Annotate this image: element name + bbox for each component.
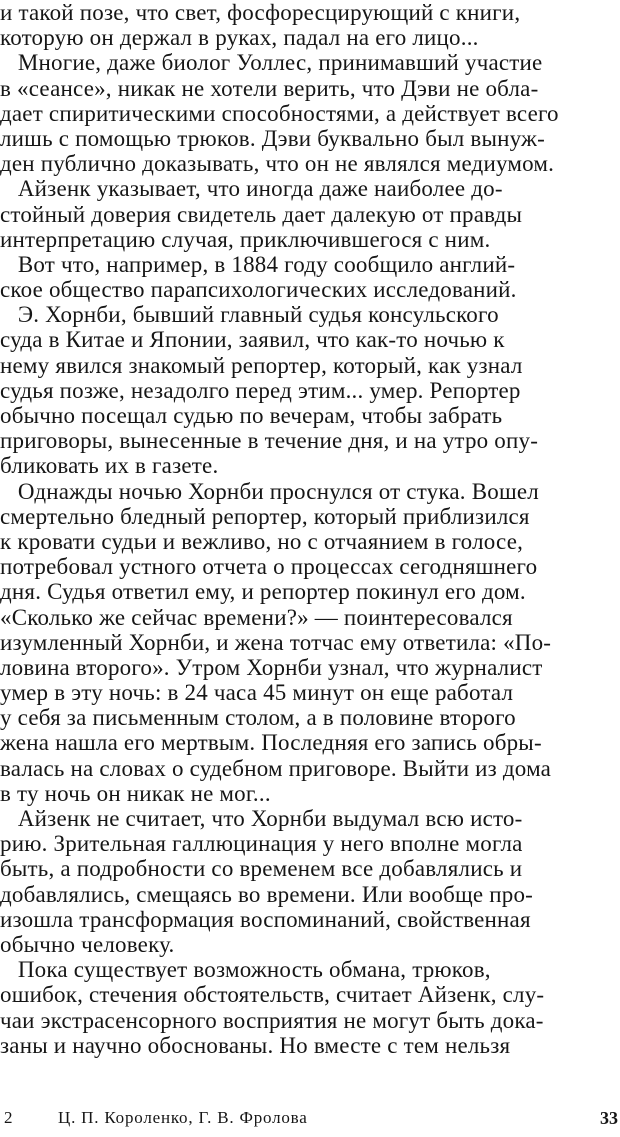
text-line: стойный доверия свидетель дает далекую от правды <box>0 201 523 227</box>
text-line: которую он держал в руках, падал на его лицо... <box>0 25 479 51</box>
text-line: ден публично доказывать, что он не являлся медиумом. <box>0 151 555 177</box>
text-line: в «сеансе», никак не хотели верить, что Дэви не обла- <box>0 75 539 101</box>
text-line: Многие, даже биолог Уоллес, принимавший участие <box>0 50 543 76</box>
text-line: Однажды ночью Хорнби проснулся от стука. Вошел <box>0 478 539 504</box>
text-line: суда в Китае и Японии, заявил, что как-то ночью к <box>0 327 505 353</box>
page-footer <box>0 1104 620 1132</box>
text-line: изошла трансформация воспоминаний, свойственная <box>0 906 531 932</box>
text-line: судья позже, незадолго перед этим... умер. Репортер <box>0 377 521 403</box>
text-line: изумленный Хорнби, и жена тотчас ему ответила: «По- <box>0 629 552 655</box>
signature-mark: 2 <box>4 1108 13 1127</box>
page-number: 33 <box>600 1108 618 1128</box>
text-line: валась на словах о судебном приговоре. Выйти из дома <box>0 755 552 781</box>
text-line: чаи экстрасенсорного восприятия не могут быть дока- <box>0 1007 544 1033</box>
text-line: заны и научно обоснованы. Но вместе с тем нельзя <box>0 1032 511 1058</box>
text-line: в ту ночь он никак не мог... <box>0 780 271 806</box>
text-line: обычно посещал судью по вечерам, чтобы забрать <box>0 403 503 428</box>
text-line: к кровати судьи и вежливо, но с отчаянием в голосе, <box>0 528 524 554</box>
text-line: Вот что, например, в 1884 году сообщило англий- <box>0 251 516 277</box>
text-line: ошибок, стечения обстоятельств, считает Айзенк, слу- <box>0 982 545 1008</box>
text-line: дает спиритическими способностями, а действует всего <box>0 100 559 126</box>
text-line: жена нашла его мертвым. Последняя его запись обры- <box>0 730 542 756</box>
text-line: интерпретацию случая, приключившегося с ним. <box>0 226 491 252</box>
text-line: и такой позе, что свет, фосфоресцирующий с книги, <box>0 0 521 25</box>
text-line: быть, а подробности со временем все добавлялись и <box>0 856 523 882</box>
text-line: умер в эту ночь: в 24 часа 45 минут он еще работал <box>0 680 514 706</box>
text-line: Э. Хорнби, бывший главный судья консульского <box>0 302 499 328</box>
text-line: «Сколько же сейчас времени?» — поинтересовался <box>0 604 513 630</box>
text-line: рию. Зрительная галлюцинация у него вполне могла <box>0 831 523 857</box>
text-line: лишь с помощью трюков. Дэви буквально был вынуж- <box>0 125 545 151</box>
text-line: ское общество парапсихологических исследований. <box>0 277 517 303</box>
text-line: добавлялись, смещаясь во времени. Или вообще про- <box>0 881 534 907</box>
text-line: обычно человеку. <box>0 931 175 957</box>
text-line: Айзенк не считает, что Хорнби выдумал всю исто- <box>0 806 523 831</box>
text-line: нему явился знакомый репортер, который, как узнал <box>0 352 523 378</box>
text-line: Айзенк указывает, что иногда даже наиболее до- <box>0 176 503 202</box>
text-line: дня. Судья ответил ему, и репортер покинул его дом. <box>0 579 526 605</box>
text-line: потребовал устного отчета о процессах сегодняшнего <box>0 554 538 580</box>
text-line: ловина второго». Утром Хорнби узнал, что журналист <box>0 654 543 680</box>
text-line: Пока существует возможность обмана, трюков, <box>0 957 491 983</box>
text-line: смертельно бледный репортер, который приблизился <box>0 503 530 529</box>
text-line: приговоры, вынесенные в течение дня, и на утро опу- <box>0 428 539 454</box>
text-line: бликовать их в газете. <box>0 453 219 479</box>
text-line: у себя за письменным столом, а в половине второго <box>0 705 516 731</box>
footer-authors: Ц. П. Короленко, Г. В. Фролова <box>58 1108 308 1127</box>
